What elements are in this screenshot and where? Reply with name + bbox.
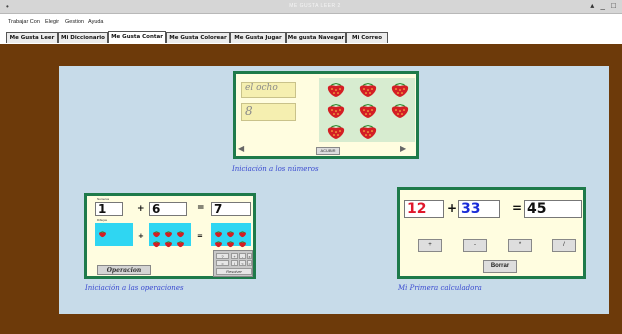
calc-operand-a[interactable]: 12 <box>404 200 444 218</box>
strawberry-icon <box>163 235 174 253</box>
calc-operator: + <box>447 201 458 215</box>
operation-button[interactable]: Operacion <box>97 265 151 275</box>
drawing-equals: = <box>197 232 203 240</box>
operand-a: 1 <box>95 202 123 216</box>
strawberry-icon <box>175 235 186 253</box>
strawberry-icon <box>97 225 108 243</box>
strawberry-icon <box>355 123 381 140</box>
menu-trabajar[interactable]: Trabajar Con <box>8 19 40 25</box>
calc-plus-button[interactable]: + <box>418 239 442 252</box>
equals: = <box>197 203 205 213</box>
drawing-result <box>211 223 251 246</box>
key-equals[interactable]: = <box>216 260 229 266</box>
tab-me-gusta-colorear[interactable]: Me Gusta Colorear <box>166 32 230 43</box>
calc-result: 45 <box>524 200 582 218</box>
strawberry-icon <box>355 81 381 98</box>
tab-mi-diccionario[interactable]: Mi Diccionario <box>58 32 108 43</box>
strawberry-grid <box>319 78 415 142</box>
strawberry-icon <box>323 102 349 119</box>
key-question[interactable]: ? <box>216 253 229 259</box>
tab-me-gusta-jugar[interactable]: Me Gusta Jugar <box>230 32 286 43</box>
drawing-operator: + <box>138 232 144 240</box>
window-controls[interactable]: ▴ _ □ <box>590 1 618 10</box>
key-minus[interactable]: - <box>239 253 246 259</box>
numbers-caption[interactable]: Iniciación a los números <box>232 165 319 173</box>
calc-clear-button[interactable]: Borrar <box>483 260 517 273</box>
strawberry-icon <box>323 81 349 98</box>
number-word-field: el ocho <box>241 82 296 98</box>
drawings-label: Dibujos <box>97 218 108 222</box>
operations-activity-card[interactable] <box>84 193 256 279</box>
app-menu-icon[interactable]: • <box>6 2 9 11</box>
tab-me-gusta-leer[interactable]: Me Gusta Leer <box>6 32 58 43</box>
operator-keypad <box>213 250 253 277</box>
window-title: ME GUSTA LEER 2 <box>289 3 341 9</box>
tab-me-gusta-navegar[interactable]: Me gusta Navegar <box>286 32 346 43</box>
resolve-button[interactable]: Resolver <box>216 268 252 275</box>
key-divide[interactable]: / <box>231 260 238 266</box>
left-arrow-icon[interactable]: ◀ <box>238 144 245 153</box>
key-times[interactable]: x <box>248 254 251 259</box>
operand-b: 6 <box>149 202 187 216</box>
calc-operand-b[interactable]: 33 <box>458 200 500 218</box>
menu-elegir[interactable]: Elegir <box>45 19 60 25</box>
strawberry-icon <box>387 102 413 119</box>
calculator-activity-card[interactable] <box>397 187 586 279</box>
numbers-label: Numeros <box>97 197 110 201</box>
tab-me-gusta-contar[interactable]: Me Gusta Contar <box>108 31 166 43</box>
calculator-caption[interactable]: Mi Primera calculadora <box>398 284 482 292</box>
key-greater[interactable]: > <box>248 261 251 266</box>
calc-equals: = <box>512 201 523 215</box>
calc-multiply-button[interactable]: * <box>508 239 532 252</box>
operations-caption[interactable]: Iniciación a las operaciones <box>85 284 184 292</box>
number-digit-field: 8 <box>241 103 296 121</box>
operation-result: 7 <box>211 202 251 216</box>
title-bar <box>0 0 622 14</box>
right-arrow-icon[interactable]: ▶ <box>400 144 407 153</box>
strawberry-icon <box>387 81 413 98</box>
menu-gestion[interactable]: Gestion <box>65 19 84 25</box>
tab-bar <box>0 30 622 44</box>
strawberry-icon <box>151 235 162 253</box>
strawberry-icon <box>355 102 381 119</box>
acubir-button[interactable]: ACUBIR <box>316 147 340 155</box>
operator: + <box>137 204 145 214</box>
calc-divide-button[interactable]: / <box>552 239 576 252</box>
tab-mi-correo[interactable]: Mi Correo <box>346 32 388 43</box>
key-plus[interactable]: + <box>231 253 238 259</box>
key-less[interactable]: < <box>239 260 246 266</box>
strawberry-icon <box>323 123 349 140</box>
calc-minus-button[interactable]: - <box>463 239 487 252</box>
drawing-b <box>149 223 191 246</box>
menu-bar <box>0 15 622 29</box>
numbers-activity-card[interactable] <box>233 71 419 159</box>
menu-ayuda[interactable]: Ayuda <box>88 19 104 25</box>
drawing-a <box>95 223 133 246</box>
